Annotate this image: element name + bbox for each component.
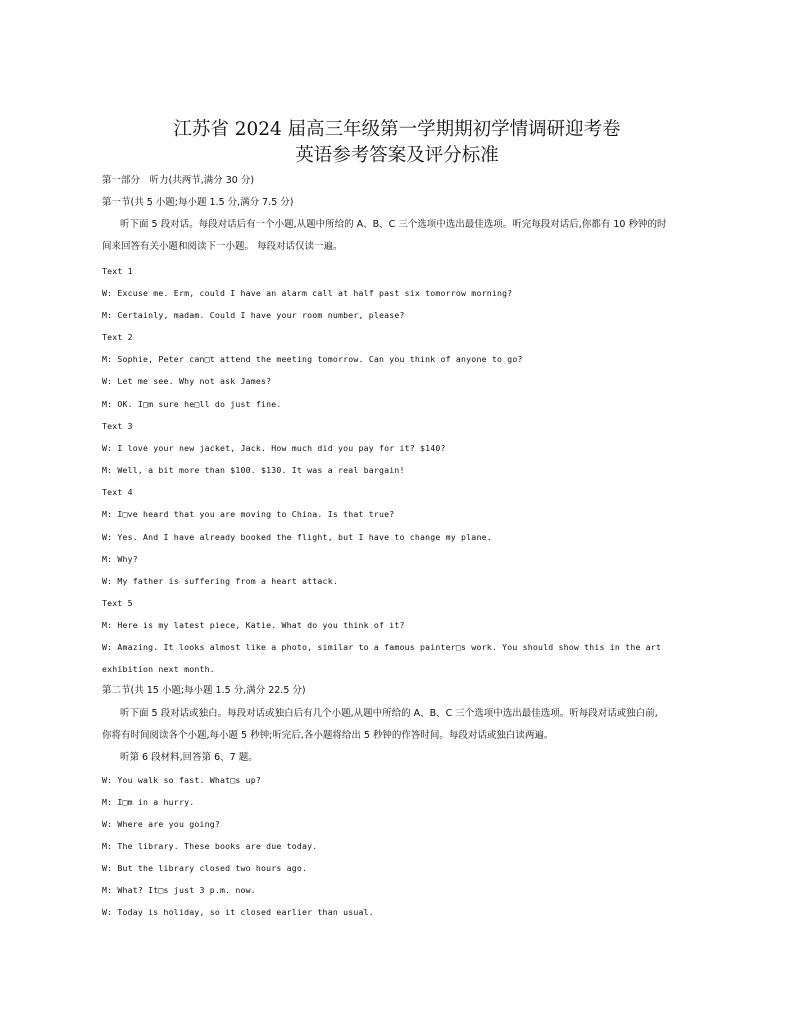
text-label: Text 3 xyxy=(102,421,133,431)
dialogue-line: M: The library. These books are due today. xyxy=(102,841,318,851)
dialogue-line: M: Certainly, madam. Could I have your room number, please? xyxy=(102,310,405,320)
dialogue-line: W: Today is holiday, so it closed earlier than usual. xyxy=(102,907,374,917)
dialogue-line: W: I love your new jacket, Jack. How much did you pay for it? $140? xyxy=(102,443,446,453)
dialogue-line: M: Why? xyxy=(102,554,138,564)
dialogue-line: W: Let me see. Why not ask James? xyxy=(102,376,272,386)
dialogue-line: exhibition next month. xyxy=(102,664,215,674)
text-label: Text 4 xyxy=(102,487,133,497)
dialogue-line: W: Amazing. It looks almost like a photo, similar to a famous painter□s work. You should show this in the art xyxy=(102,642,662,652)
text-label: Text 1 xyxy=(102,266,133,276)
dialogue-line: W: Where are you going? xyxy=(102,819,220,829)
dialogue-line: W: Yes. And I have already booked the flight, but I have to change my plane. xyxy=(102,532,492,542)
section2-instruction-line1: 听下面 5 段对话或独白。每段对话或独白后有几个小题,从题中所给的 A、B、C 三个选项中选出最佳选项。听每段对话或独白前, xyxy=(120,708,658,719)
document-title: 江苏省 2024 届高三年级第一学期期初学情调研迎考卷 xyxy=(173,119,621,140)
dialogue-line: M: I□ve heard that you are moving to China. Is that true? xyxy=(102,509,395,519)
text-label: Text 5 xyxy=(102,598,133,608)
section1-instruction-line1: 听下面 5 段对话。每段对话后有一个小题,从题中所给的 A、B、C 三个选项中选出最佳选项。听完每段对话后,你都有 10 秒钟的时 xyxy=(120,219,667,230)
material-intro: 听第 6 段材料,回答第 6、7 题。 xyxy=(120,752,258,763)
text-label: Text 2 xyxy=(102,332,133,342)
dialogue-line: M: OK. I□m sure he□ll do just fine. xyxy=(102,399,282,409)
section1-heading: 第一节(共 5 小题;每小题 1.5 分,满分 7.5 分) xyxy=(102,197,294,208)
part1-heading: 第一部分 听力(共两节,满分 30 分) xyxy=(102,175,255,186)
document-subtitle: 英语参考答案及评分标准 xyxy=(295,145,499,166)
dialogue-line: W: My father is suffering from a heart attack. xyxy=(102,576,338,586)
dialogue-line: W: Excuse me. Erm, could I have an alarm call at half past six tomorrow morning? xyxy=(102,288,513,298)
dialogue-line: M: I□m in a hurry. xyxy=(102,797,195,807)
section1-instruction-line2: 间来回答有关小题和阅读下一小题。 每段对话仅读一遍。 xyxy=(102,241,343,252)
dialogue-line: M: Here is my latest piece, Katie. What do you think of it? xyxy=(102,620,405,630)
dialogue-line: M: Well, a bit more than $100. $130. It was a real bargain! xyxy=(102,465,405,475)
dialogue-line: M: What? It□s just 3 p.m. now. xyxy=(102,885,256,895)
dialogue-line: M: Sophie, Peter can□t attend the meeting tomorrow. Can you think of anyone to go? xyxy=(102,354,523,364)
section2-heading: 第二节(共 15 小题;每小题 1.5 分,满分 22.5 分) xyxy=(102,685,306,696)
dialogue-line: W: You walk so fast. What□s up? xyxy=(102,775,262,785)
section2-instruction-line2: 你将有时间阅读各个小题,每小题 5 秒钟;听完后,各小题将给出 5 秒钟的作答时间。每段对话或独白读两遍。 xyxy=(102,730,554,741)
dialogue-line: W: But the library closed two hours ago. xyxy=(102,863,308,873)
